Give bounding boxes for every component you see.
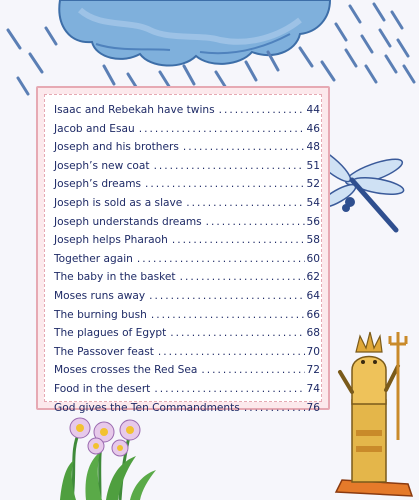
toc-entry-title: Together again	[54, 252, 133, 265]
toc-entry-page-number: 74	[306, 382, 320, 395]
toc-leader-dots	[158, 346, 305, 358]
toc-entry[interactable]	[54, 402, 320, 421]
toc-entry-page-number: 52	[306, 178, 320, 191]
toc-leader-dots	[149, 290, 304, 302]
toc-entry-page-number: 62	[306, 271, 320, 284]
toc-entry[interactable]	[54, 290, 320, 309]
toc-entry[interactable]	[54, 234, 320, 253]
toc-entry[interactable]	[54, 160, 320, 179]
golden-idol-statue-icon	[336, 332, 412, 496]
toc-entry-title: Jacob and Esau	[54, 122, 135, 135]
toc-entry[interactable]	[54, 104, 320, 123]
toc-leader-dots	[154, 383, 304, 395]
toc-entry-title: Joseph’s new coat	[54, 159, 150, 172]
toc-entry-title: Isaac and Rebekah have twins	[54, 104, 215, 116]
toc-entry-page-number: 48	[306, 141, 320, 154]
toc-leader-dots	[206, 216, 305, 228]
toc-entry[interactable]	[54, 327, 320, 346]
toc-entry-title: The baby in the basket	[54, 271, 176, 284]
toc-entry-title: Moses crosses the Red Sea	[54, 364, 198, 377]
toc-leader-dots	[151, 309, 305, 321]
toc-entry[interactable]	[54, 141, 320, 160]
toc-leader-dots	[244, 402, 305, 414]
toc-entry-page-number: 46	[306, 122, 320, 135]
toc-leader-dots	[170, 327, 304, 339]
toc-entry[interactable]	[54, 364, 320, 383]
toc-entry-title: Food in the desert	[54, 382, 151, 395]
toc-entry-page-number: 68	[306, 327, 320, 340]
table-of-contents-list	[54, 104, 320, 420]
toc-entry-title: The burning bush	[54, 308, 147, 321]
toc-entry-title: Joseph and his brothers	[54, 141, 179, 154]
toc-entry-title: The Passover feast	[54, 345, 154, 358]
toc-entry-title: Joseph helps Pharaoh	[54, 234, 168, 247]
toc-entry-page-number: 58	[306, 234, 320, 247]
toc-entry-title: Joseph is sold as a slave	[54, 196, 183, 209]
toc-entry[interactable]	[54, 253, 320, 272]
toc-leader-dots	[172, 234, 305, 246]
toc-leader-dots	[186, 197, 304, 209]
toc-entry-title: Joseph’s dreams	[54, 178, 142, 191]
toc-entry[interactable]	[54, 216, 320, 235]
toc-leader-dots	[145, 178, 304, 190]
toc-entry[interactable]	[54, 309, 320, 328]
toc-entry-title: The plagues of Egypt	[54, 327, 167, 340]
toc-entry-page-number: 76	[306, 401, 320, 414]
toc-leader-dots	[139, 123, 305, 135]
toc-entry-page-number: 56	[306, 215, 320, 228]
toc-entry-page-number: 51	[306, 159, 320, 172]
toc-entry[interactable]	[54, 383, 320, 402]
toc-entry[interactable]	[54, 123, 320, 142]
toc-entry-page-number: 54	[306, 196, 320, 209]
toc-entry-page-number: 60	[306, 252, 320, 265]
toc-entry-page-number: 44	[306, 104, 320, 116]
toc-leader-dots	[183, 141, 305, 153]
toc-leader-dots	[219, 104, 305, 116]
table-of-contents-box	[36, 86, 330, 414]
toc-leader-dots	[137, 253, 305, 265]
toc-entry-title: Moses runs away	[54, 289, 146, 302]
table-of-contents-inner	[44, 94, 322, 414]
toc-leader-dots	[154, 160, 305, 172]
toc-entry-page-number: 70	[306, 345, 320, 358]
toc-leader-dots	[201, 364, 304, 376]
toc-entry-title: God gives the Ten Commandments	[54, 401, 240, 414]
toc-entry-page-number: 66	[306, 308, 320, 321]
rain-cloud-icon	[59, 0, 330, 66]
toc-leader-dots	[180, 271, 305, 283]
toc-entry[interactable]	[54, 178, 320, 197]
toc-entry[interactable]	[54, 346, 320, 365]
daisy-flowers-icon	[60, 418, 156, 500]
toc-entry-title: Joseph understands dreams	[54, 215, 202, 228]
toc-entry-page-number: 64	[306, 289, 320, 302]
toc-entry[interactable]	[54, 271, 320, 290]
toc-entry-page-number: 72	[306, 364, 320, 377]
toc-entry[interactable]	[54, 197, 320, 216]
